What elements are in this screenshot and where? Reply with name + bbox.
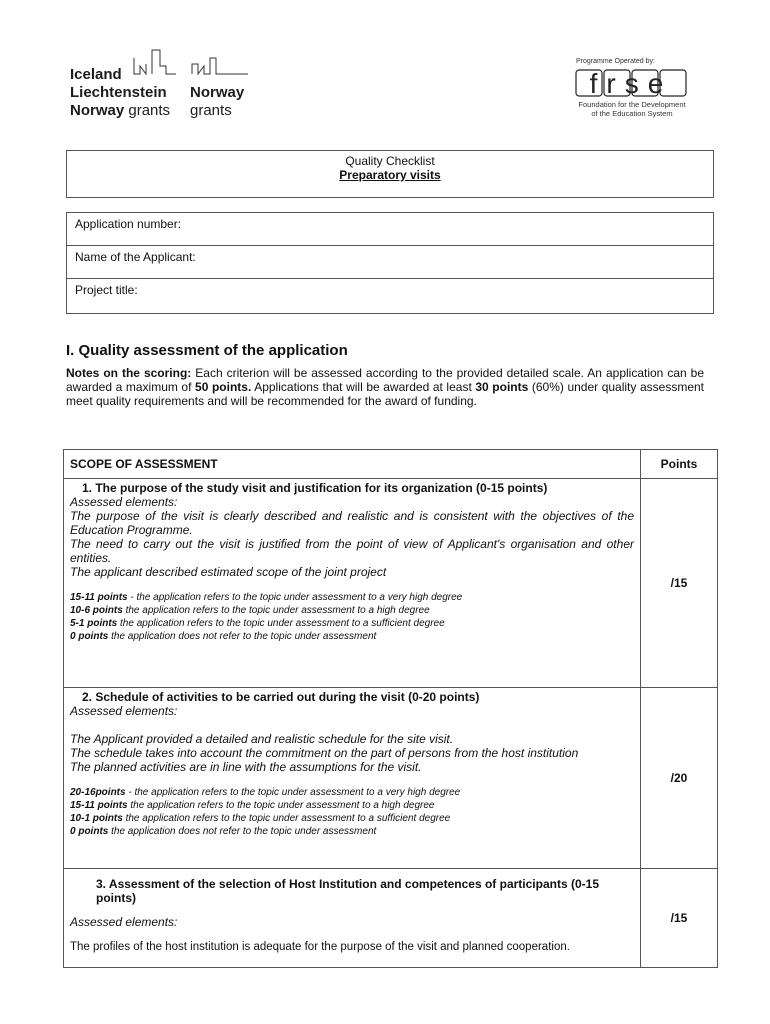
criterion-2-scale-4 xyxy=(70,825,634,838)
scale-range: 0 points xyxy=(70,826,109,837)
application-number-field[interactable]: Application number: xyxy=(67,213,713,246)
logo-norway-grants xyxy=(70,102,170,120)
criterion-row-1 xyxy=(64,479,718,688)
scoring-notes xyxy=(66,366,704,408)
document-title: Quality Checklist xyxy=(345,154,435,168)
criterion-2-points[interactable]: /20 xyxy=(641,688,718,869)
frse-wordmark xyxy=(574,68,690,98)
criterion-2-scale-3 xyxy=(70,812,634,825)
logo-liechtenstein: Liechtenstein xyxy=(70,84,167,101)
criterion-1-cell xyxy=(64,479,641,688)
criterion-2-element-2: The schedule takes into account the commitment on the part of persons from the host institution xyxy=(70,746,579,760)
criterion-2-title: 2. Schedule of activities to be carried out during the visit (0-20 points) xyxy=(82,690,480,704)
criterion-1-points[interactable]: /15 xyxy=(641,479,718,688)
scale-range: 20-16points xyxy=(70,787,126,798)
criterion-1-element-2: The need to carry out the visit is justified from the point of view of Applicant's organisation and other entities. xyxy=(70,537,634,565)
criterion-row-3 xyxy=(64,869,718,968)
assessment-table xyxy=(63,449,718,968)
section-heading: I. Quality assessment of the application xyxy=(66,342,348,359)
criterion-1-scale-3 xyxy=(70,617,634,630)
criterion-1-title: 1. The purpose of the study visit and justification for its organization (0-15 points) xyxy=(82,481,548,495)
scale-text: - the application refers to the topic under assessment to a very high degree xyxy=(125,787,461,798)
logo-norway-right: Norway xyxy=(190,84,245,101)
scale-range: 5-1 points xyxy=(70,618,118,629)
criterion-2-cell xyxy=(64,688,641,869)
criterion-3-element-1: The profiles of the host institution is adequate for the purpose of the visit and planned cooperation. xyxy=(70,941,570,953)
frse-letters: frse xyxy=(589,68,673,98)
criterion-1-scale-1 xyxy=(70,591,634,604)
criterion-2-element-3: The planned activities are in line with the assumptions for the visit. xyxy=(70,760,422,774)
scale-text: the application refers to the topic under assessment to a sufficient degree xyxy=(122,813,451,824)
document-subtitle: Preparatory visits xyxy=(339,168,441,182)
document-title-box xyxy=(66,150,714,198)
criterion-1-assessed-label: Assessed elements: xyxy=(70,495,178,509)
criterion-2-element-1: The Applicant provided a detailed and realistic schedule for the site visit. xyxy=(70,732,454,746)
criterion-3-points[interactable]: /15 xyxy=(641,869,718,968)
logo-iceland: Iceland xyxy=(70,66,122,83)
scale-range: 0 points xyxy=(70,631,109,642)
criterion-3-cell xyxy=(64,869,641,968)
notes-min-points: 30 points xyxy=(475,380,529,394)
scale-text: the application refers to the topic under assessment to a high degree xyxy=(127,800,435,811)
criterion-2-scale-2 xyxy=(70,799,634,812)
eea-norway-grants-logo xyxy=(70,44,270,124)
logo-grants-right: grants xyxy=(190,102,232,119)
criterion-1-scale-2 xyxy=(70,604,634,617)
criterion-3-title: 3. Assessment of the selection of Host Institution and competences of participants (0-15 points) xyxy=(96,877,599,905)
applicant-name-field[interactable]: Name of the Applicant: xyxy=(67,246,713,279)
scale-text: the application refers to the topic under assessment to a high degree xyxy=(122,605,430,616)
foundation-name xyxy=(576,100,688,118)
application-info-box xyxy=(66,212,714,314)
scale-range: 10-1 points xyxy=(70,813,123,824)
criterion-1-scale-4 xyxy=(70,630,634,643)
criterion-row-2 xyxy=(64,688,718,869)
logo-norway: Norway xyxy=(70,102,125,119)
notes-text-1: Each criterion will be assessed according to the provided detailed scale. An application can be awarded a maximum of xyxy=(66,366,705,394)
points-header: Points xyxy=(641,450,718,479)
scale-text: - the application refers to the topic under assessment to a very high degree xyxy=(127,592,463,603)
foundation-line-1: Foundation for the Development xyxy=(578,100,686,109)
scale-text: the application does not refer to the topic under assessment xyxy=(108,826,377,837)
criterion-3-assessed-label: Assessed elements: xyxy=(70,915,178,929)
scale-range: 10-6 points xyxy=(70,605,123,616)
frse-logo xyxy=(574,58,694,120)
criterion-1-element-1: The purpose of the visit is clearly described and realistic and is consistent with the objectives of the Education Programme. xyxy=(70,509,634,537)
criterion-2-assessed-label: Assessed elements: xyxy=(70,704,178,718)
criterion-1-element-3: The applicant described estimated scope of the joint project xyxy=(70,565,387,579)
scale-text: the application does not refer to the topic under assessment xyxy=(108,631,377,642)
notes-text-2: Applications that will be awarded at least xyxy=(251,380,476,394)
table-header-row xyxy=(64,450,718,479)
scale-range: 15-11 points xyxy=(70,800,128,811)
scale-range: 15-11 points xyxy=(70,592,128,603)
notes-label: Notes on the scoring: xyxy=(66,366,192,380)
notes-text-3: (60%) under quality assessment meet quality requirements and will be recommended for the award of funding. xyxy=(66,380,704,408)
logo-grants: grants xyxy=(128,102,171,119)
foundation-line-2: of the Education System xyxy=(591,109,673,118)
scale-text: the application refers to the topic under assessment to a sufficient degree xyxy=(117,618,445,629)
criterion-2-scale-1 xyxy=(70,786,634,799)
project-title-field[interactable]: Project title: xyxy=(75,283,138,297)
scope-header: SCOPE OF ASSESSMENT xyxy=(64,450,641,479)
notes-max-points: 50 points. xyxy=(195,380,252,394)
operated-by-label: Programme Operated by: xyxy=(576,58,655,65)
